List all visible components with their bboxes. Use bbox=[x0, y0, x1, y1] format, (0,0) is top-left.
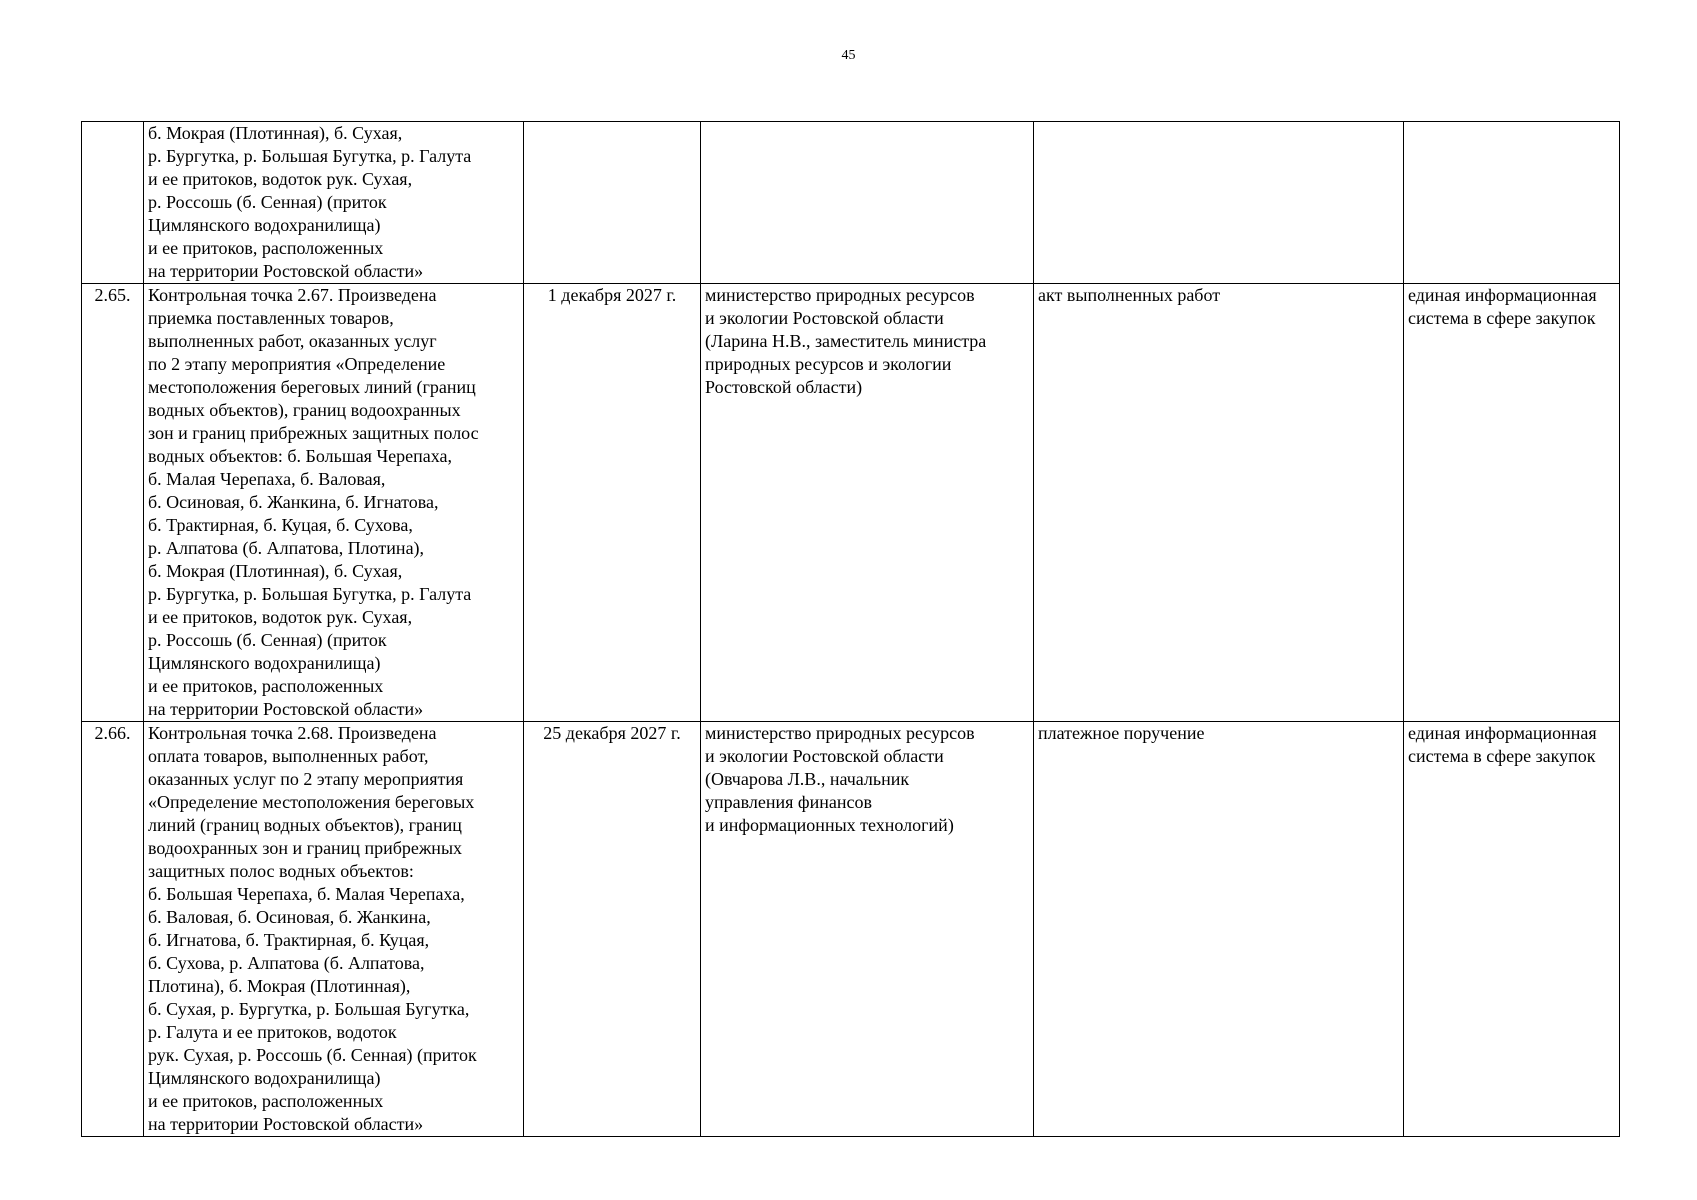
page-number: 45 bbox=[841, 48, 856, 63]
row-number-cell: 2.66. bbox=[82, 722, 144, 1137]
control-points-table bbox=[81, 121, 1620, 1137]
document-type-cell: акт выполненных работ bbox=[1034, 284, 1404, 722]
responsible-cell: министерство природных ресурсов и экологии Ростовской области (Ларина Н.В., заместитель министра природных ресурсов и экологии Ростовской области) bbox=[701, 284, 1034, 722]
info-system-cell: единая информационная система в сфере закупок bbox=[1404, 722, 1620, 1137]
document-type-cell bbox=[1034, 122, 1404, 284]
event-description-cell: б. Мокрая (Плотинная), б. Сухая, р. Бургутка, р. Большая Бугутка, р. Галута и ее притоков, водоток рук. Сухая, р. Россошь (б. Сенная) (приток Цимлянского водохранилища) и ее притоков, расположенных на территории Ростовской области» bbox=[144, 122, 524, 284]
row-number-cell bbox=[82, 122, 144, 284]
deadline-cell: 25 декабря 2027 г. bbox=[524, 722, 701, 1137]
table-row bbox=[82, 122, 1620, 284]
deadline-cell bbox=[524, 122, 701, 284]
info-system-cell bbox=[1404, 122, 1620, 284]
table-row bbox=[82, 722, 1620, 1137]
document-type-cell: платежное поручение bbox=[1034, 722, 1404, 1137]
table-row bbox=[82, 284, 1620, 722]
row-number-cell: 2.65. bbox=[82, 284, 144, 722]
info-system-cell: единая информационная система в сфере закупок bbox=[1404, 284, 1620, 722]
event-description-cell: Контрольная точка 2.68. Произведена оплата товаров, выполненных работ, оказанных услуг по 2 этапу мероприятия «Определение местоположения береговых линий (границ водных объектов), границ водоохранных зон и границ прибрежных защитных полос водных объектов: б. Большая Черепаха, б. Малая Черепаха, б. Валовая, б. Осиновая, б. Жанкина, б. Игнатова, б. Трактирная, б. Куцая, б. Сухова, р. Алпатова (б. Алпатова, Плотина), б. Мокрая (Плотинная), б. Сухая, р. Бургутка, р. Большая Бугутка, р. Галута и ее притоков, водоток рук. Сухая, р. Россошь (б. Сенная) (приток Цимлянского водохранилища) и ее притоков, расположенных на территории Ростовской области» bbox=[144, 722, 524, 1137]
responsible-cell: министерство природных ресурсов и экологии Ростовской области (Овчарова Л.В., начальник управления финансов и информационных технологий) bbox=[701, 722, 1034, 1137]
responsible-cell bbox=[701, 122, 1034, 284]
deadline-cell: 1 декабря 2027 г. bbox=[524, 284, 701, 722]
event-description-cell: Контрольная точка 2.67. Произведена приемка поставленных товаров, выполненных работ, оказанных услуг по 2 этапу мероприятия «Определение местоположения береговых линий (границ водных объектов), границ водоохранных зон и границ прибрежных защитных полос водных объектов: б. Большая Черепаха, б. Малая Черепаха, б. Валовая, б. Осиновая, б. Жанкина, б. Игнатова, б. Трактирная, б. Куцая, б. Сухова, р. Алпатова (б. Алпатова, Плотина), б. Мокрая (Плотинная), б. Сухая, р. Бургутка, р. Большая Бугутка, р. Галута и ее притоков, водоток рук. Сухая, р. Россошь (б. Сенная) (приток Цимлянского водохранилища) и ее притоков, расположенных на территории Ростовской области» bbox=[144, 284, 524, 722]
